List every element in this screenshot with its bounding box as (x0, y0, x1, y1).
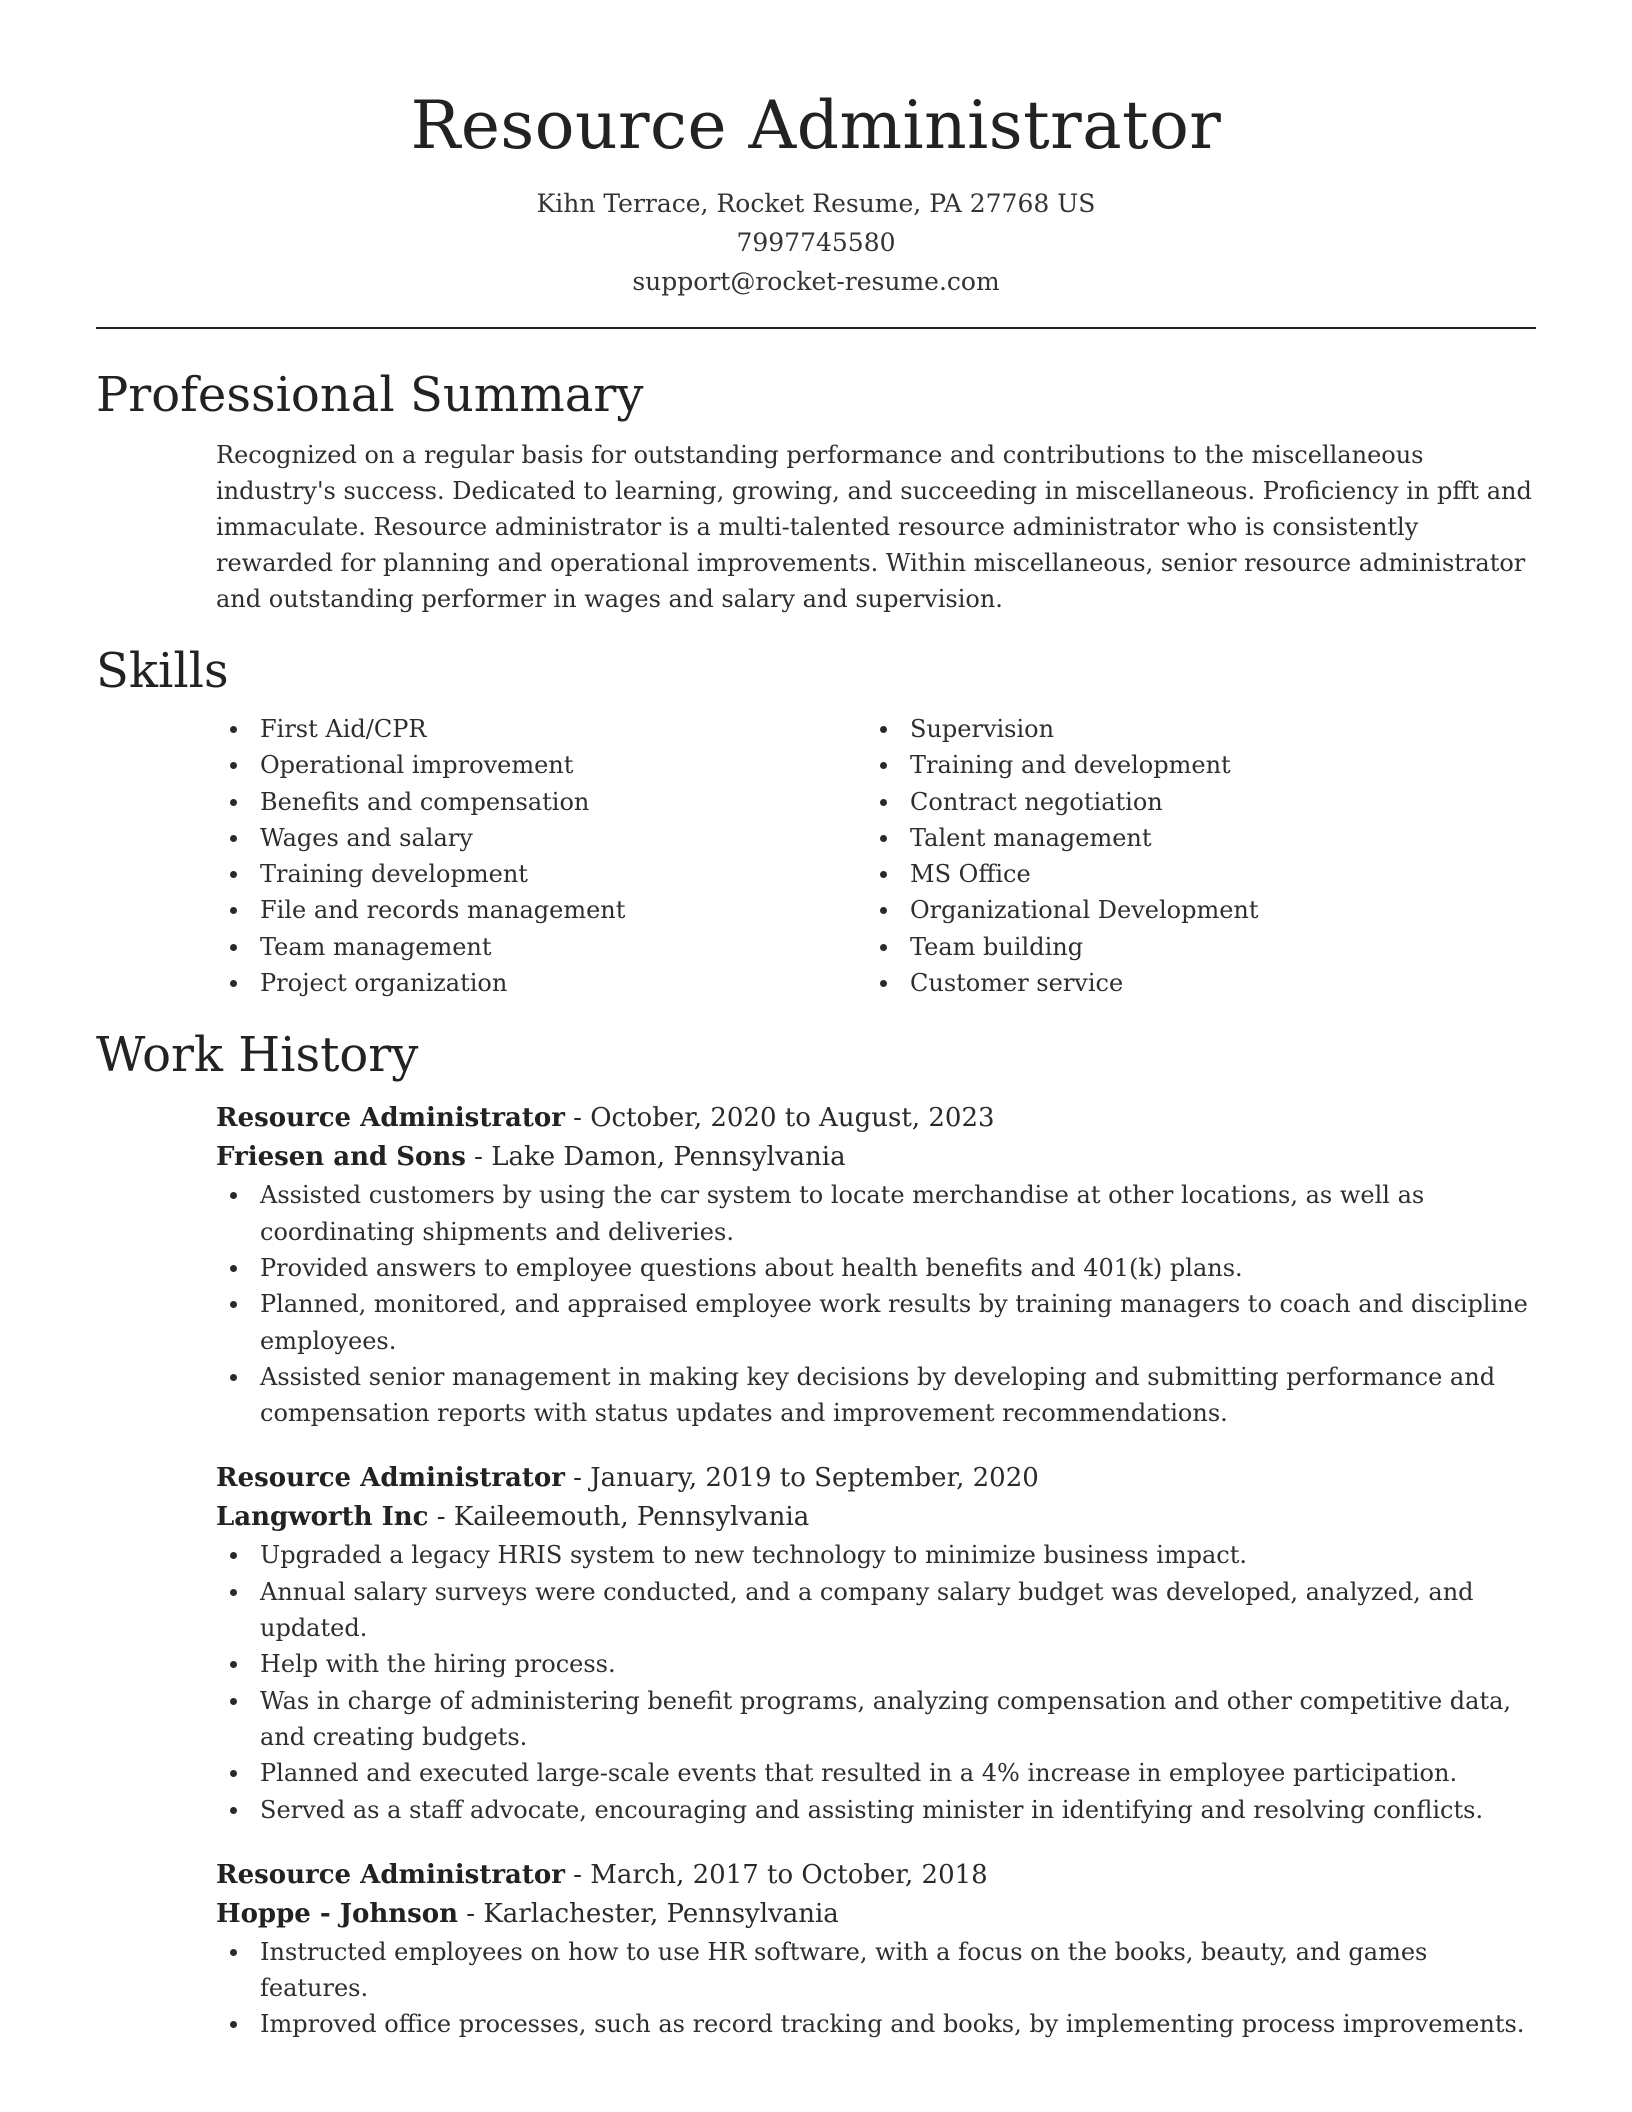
job-bullet: Annual salary surveys were conducted, and a company salary budget was developed, analyzed, and updated. (216, 1574, 1536, 1647)
job-bullet: Planned, monitored, and appraised employee work results by training managers to coach and discipline employees. (216, 1286, 1536, 1359)
resume-name: Resource Administrator (410, 87, 1222, 164)
skill-item: Customer service (866, 965, 1506, 1001)
job-company-line (216, 1895, 1536, 1934)
skill-item: MS Office (866, 856, 1506, 892)
summary-heading: Professional Summary (96, 367, 644, 423)
job-location: - Lake Damon, Pennsylvania (465, 1142, 846, 1173)
skill-item: Contract negotiation (866, 784, 1506, 820)
job-company: Hoppe - Johnson (216, 1898, 459, 1929)
contact-phone: 7997745580 (736, 228, 896, 257)
job-dates: - March, 2017 to October, 2018 (564, 1859, 988, 1890)
skill-item: Training and development (866, 747, 1506, 783)
skill-item: Operational improvement (216, 747, 866, 783)
header-divider (96, 327, 1536, 329)
job-bullets (216, 1177, 1536, 1431)
job-bullet: Was in charge of administering benefit programs, analyzing compensation and other competitive data, and creating budgets. (216, 1683, 1536, 1756)
job-company-line (216, 1138, 1536, 1177)
job-bullet: Instructed employees on how to use HR software, with a focus on the books, beauty, and games features. (216, 1934, 1536, 2007)
skills-heading: Skills (96, 643, 229, 699)
skill-item: Wages and salary (216, 820, 866, 856)
skill-item: First Aid/CPR (216, 711, 866, 747)
job-bullet: Assisted customers by using the car system to locate merchandise at other locations, as well as coordinating shipments and deliveries. (216, 1177, 1536, 1250)
skills-section (96, 641, 1536, 1001)
job-bullet: Upgraded a legacy HRIS system to new technology to minimize business impact. (216, 1537, 1536, 1573)
job-bullet: Planned and executed large-scale events that resulted in a 4% increase in employee participation. (216, 1755, 1536, 1791)
job-bullet: Help with the hiring process. (216, 1646, 1536, 1682)
work-history-section (96, 1025, 1536, 2042)
job-location: - Karlachester, Pennsylvania (458, 1898, 839, 1929)
job-entry (216, 1856, 1536, 2043)
skills-list (216, 711, 1536, 1001)
job-title-line (216, 1856, 1536, 1895)
job-bullets (216, 1934, 1536, 2043)
skill-item: Team building (866, 929, 1506, 965)
skill-item: Supervision (866, 711, 1506, 747)
job-title: Resource Administrator (216, 1463, 565, 1494)
job-title: Resource Administrator (216, 1103, 565, 1134)
job-title: Resource Administrator (216, 1859, 565, 1890)
resume-page (96, 0, 1536, 2043)
job-company: Langworth Inc (216, 1502, 429, 1533)
job-company: Friesen and Sons (216, 1142, 466, 1173)
job-bullet: Assisted senior management in making key decisions by developing and submitting performance and compensation reports with status updates and improvement recommendations. (216, 1359, 1536, 1432)
skill-item: Project organization (216, 965, 866, 1001)
job-title-line (216, 1459, 1536, 1498)
skill-item: Benefits and compensation (216, 784, 866, 820)
skill-item: Organizational Development (866, 892, 1506, 928)
summary-section (96, 365, 1536, 617)
skills-column-right (866, 711, 1506, 1001)
summary-text: Recognized on a regular basis for outstanding performance and contributions to the miscellaneous industry's success. Dedicated to learning, growing, and succeeding in miscellaneous. Proficiency in pfft and immaculate. Resource administrator is a multi-talented resource administrator who is consistently rewarded for planning and operational improvements. Within miscellaneous, senior resource administrator and outstanding performer in wages and salary and supervision. (216, 441, 1532, 613)
job-bullet: Provided answers to employee questions about health benefits and 401(k) plans. (216, 1250, 1536, 1286)
skill-item: Team management (216, 929, 866, 965)
contact-block (96, 184, 1536, 301)
job-location: - Kaileemouth, Pennsylvania (428, 1502, 810, 1533)
job-entry (216, 1099, 1536, 1431)
job-dates: - October, 2020 to August, 2023 (564, 1103, 995, 1134)
job-title-line (216, 1099, 1536, 1138)
work-history-heading: Work History (96, 1027, 419, 1084)
job-entry (216, 1459, 1536, 1827)
job-dates: - January, 2019 to September, 2020 (564, 1463, 1039, 1494)
skills-column-left (216, 711, 866, 1001)
job-company-line (216, 1498, 1536, 1537)
job-bullets (216, 1537, 1536, 1827)
job-bullet: Served as a staff advocate, encouraging and assisting minister in identifying and resolving conflicts. (216, 1792, 1536, 1828)
contact-email: support@rocket-resume.com (632, 267, 1000, 296)
job-bullet: Improved office processes, such as record tracking and books, by implementing process improvements. (216, 2006, 1536, 2042)
skill-item: Talent management (866, 820, 1506, 856)
skill-item: Training development (216, 856, 866, 892)
skill-item: File and records management (216, 892, 866, 928)
contact-address: Kihn Terrace, Rocket Resume, PA 27768 US (536, 189, 1096, 218)
